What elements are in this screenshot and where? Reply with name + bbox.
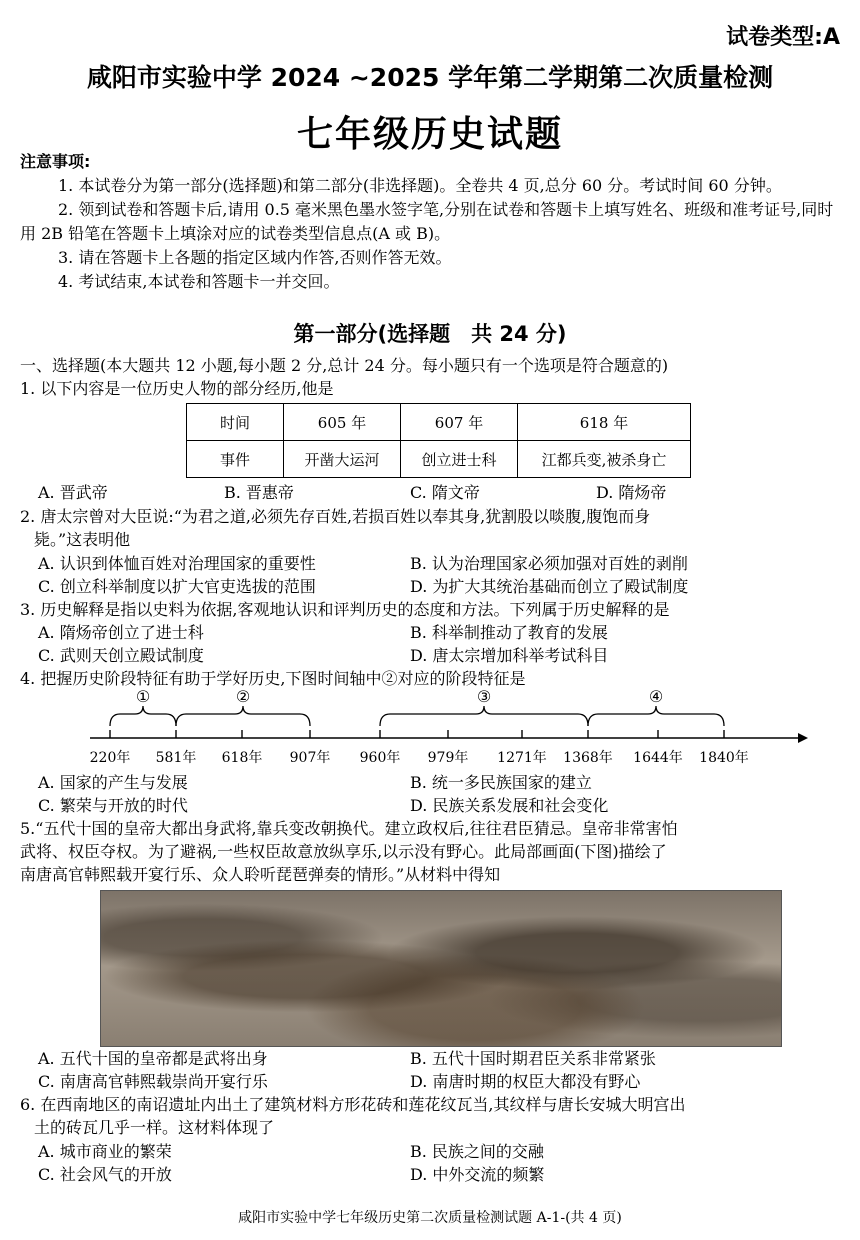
q4-option-d: D. 民族关系发展和社会变化 <box>410 796 609 815</box>
q1-option-d: D. 隋炀帝 <box>596 483 667 502</box>
timeline-tick-label: 220年 <box>90 750 131 766</box>
q1-option-c: C. 隋文帝 <box>410 483 480 502</box>
q4-option-a: A. 国家的产生与发展 <box>38 773 188 792</box>
timeline-bracket <box>588 706 724 726</box>
q5-stem-cont: 武将、权臣夺权。为了避祸,一些权臣故意放纵享乐,以示没有野心。此局部画面(下图)描绘了 <box>20 842 667 861</box>
q6-option-d: D. 中外交流的频繁 <box>410 1165 545 1184</box>
q2-option-d: D. 为扩大其统治基础而创立了殿试制度 <box>410 577 689 596</box>
timeline-bracket <box>110 706 176 726</box>
q4-stem: 4. 把握历史阶段特征有助于学好历史,下图时间轴中②对应的阶段特征是 <box>20 669 526 688</box>
table-cell: 618 年 <box>518 404 691 441</box>
q4-timeline <box>90 690 810 770</box>
notes-block <box>20 150 845 294</box>
table-cell: 事件 <box>187 441 284 478</box>
timeline-bracket <box>380 706 588 726</box>
note-item: 4. 考试结束,本试卷和答题卡一并交回。 <box>58 272 340 291</box>
q1-stem: 1. 以下内容是一位历史人物的部分经历,他是 <box>20 379 334 398</box>
q3-option-d: D. 唐太宗增加科举考试科目 <box>410 646 609 665</box>
q1-table <box>186 403 691 478</box>
page-footer: 咸阳市实验中学七年级历史第二次质量检测试题 A-1-(共 4 页) <box>238 1210 622 1226</box>
han-xizai-night-banquet-painting <box>100 890 782 1047</box>
timeline-bracket-label: ④ <box>648 690 664 706</box>
table-cell: 创立进士科 <box>401 441 518 478</box>
q5-option-c: C. 南唐高官韩熙载崇尚开宴行乐 <box>38 1072 268 1091</box>
table-cell: 607 年 <box>401 404 518 441</box>
table-cell: 江都兵变,被杀身亡 <box>518 441 691 478</box>
table-cell: 时间 <box>187 404 284 441</box>
notes-title: 注意事项: <box>20 152 91 171</box>
q1-option-a: A. 晋武帝 <box>38 483 108 502</box>
timeline-arrow-icon <box>798 733 808 743</box>
timeline-tick-label: 960年 <box>359 750 401 766</box>
section-instructions: 一、选择题(本大题共 12 小题,每小题 2 分,总计 24 分。每小题只有一个选项是符合题意的) <box>20 356 669 375</box>
section-title: 第一部分(选择题 共 24 分) <box>293 322 567 346</box>
timeline-tick-label: 907年 <box>289 750 331 766</box>
timeline-tick-label: 1271年 <box>497 750 547 766</box>
q6-stem-cont: 土的砖瓦几乎一样。这材料体现了 <box>34 1118 275 1137</box>
timeline-bracket-label: ① <box>135 690 151 706</box>
q1-option-b: B. 晋惠帝 <box>224 483 294 502</box>
q3-stem: 3. 历史解释是指以史料为依据,客观地认识和评判历史的态度和方法。下列属于历史解释的是 <box>20 600 670 619</box>
timeline-tick-label: 581年 <box>155 750 197 766</box>
q4-option-c: C. 繁荣与开放的时代 <box>38 796 188 815</box>
table-cell: 开凿大运河 <box>284 441 401 478</box>
q2-option-c: C. 创立科举制度以扩大官吏选拔的范围 <box>38 577 316 596</box>
exam-title: 七年级历史试题 <box>296 114 563 155</box>
q5-option-b: B. 五代十国时期君臣关系非常紧张 <box>410 1049 656 1068</box>
q2-option-a: A. 认识到体恤百姓对治理国家的重要性 <box>38 554 316 573</box>
note-item: 2. 领到试卷和答题卡后,请用 0.5 毫米黑色墨水签字笔,分别在试卷和答题卡上填写姓名、班级和准考证号,同时用 2B 铅笔在答题卡上填涂对应的试卷类型信息点(A 或 B)。 <box>20 200 834 243</box>
table-cell: 605 年 <box>284 404 401 441</box>
timeline-tick-label: 1644年 <box>633 750 683 766</box>
timeline-tick-label: 618年 <box>221 750 263 766</box>
timeline-bracket-label: ② <box>235 690 251 706</box>
timeline-bracket <box>176 706 310 726</box>
q2-option-b: B. 认为治理国家必须加强对百姓的剥削 <box>410 554 688 573</box>
q5-stem-cont: 南唐高官韩熙载开宴行乐、众人聆听琵琶弹奏的情形。”从材料中得知 <box>20 865 501 884</box>
q4-option-b: B. 统一多民族国家的建立 <box>410 773 592 792</box>
q6-option-b: B. 民族之间的交融 <box>410 1142 544 1161</box>
q5-option-d: D. 南唐时期的权臣大都没有野心 <box>410 1072 641 1091</box>
q6-option-c: C. 社会风气的开放 <box>38 1165 172 1184</box>
timeline-tick-label: 979年 <box>427 750 469 766</box>
q3-option-c: C. 武则天创立殿试制度 <box>38 646 204 665</box>
q5-option-a: A. 五代十国的皇帝都是武将出身 <box>38 1049 268 1068</box>
paper-type-label: 试卷类型:A <box>726 25 840 50</box>
q5-stem: 5.“五代十国的皇帝大都出身武将,靠兵变改朝换代。建立政权后,往往君臣猜忌。皇帝非常害怕 <box>20 819 678 838</box>
timeline-bracket-label: ③ <box>476 690 492 706</box>
q6-stem: 6. 在西南地区的南诏遗址内出土了建筑材料方形花砖和莲花纹瓦当,其纹样与唐长安城大明宫出 <box>20 1095 686 1114</box>
note-item: 1. 本试卷分为第一部分(选择题)和第二部分(非选择题)。全卷共 4 页,总分 60 分。考试时间 60 分钟。 <box>58 176 782 195</box>
q6-option-a: A. 城市商业的繁荣 <box>38 1142 172 1161</box>
q2-stem: 2. 唐太宗曾对大臣说:“为君之道,必须先存百姓,若损百姓以奉其身,犹割股以啖腹,腹饱而身 <box>20 507 651 526</box>
q3-option-b: B. 科举制推动了教育的发展 <box>410 623 608 642</box>
timeline-tick-label: 1368年 <box>563 750 613 766</box>
q3-option-a: A. 隋炀帝创立了进士科 <box>38 623 204 642</box>
note-item: 3. 请在答题卡上各题的指定区域内作答,否则作答无效。 <box>58 248 452 267</box>
exam-header: 咸阳市实验中学 2024 ~2025 学年第二学期第二次质量检测 <box>86 63 774 92</box>
q2-stem-cont: 毙。”这表明他 <box>34 530 131 549</box>
timeline-tick-label: 1840年 <box>699 750 749 766</box>
